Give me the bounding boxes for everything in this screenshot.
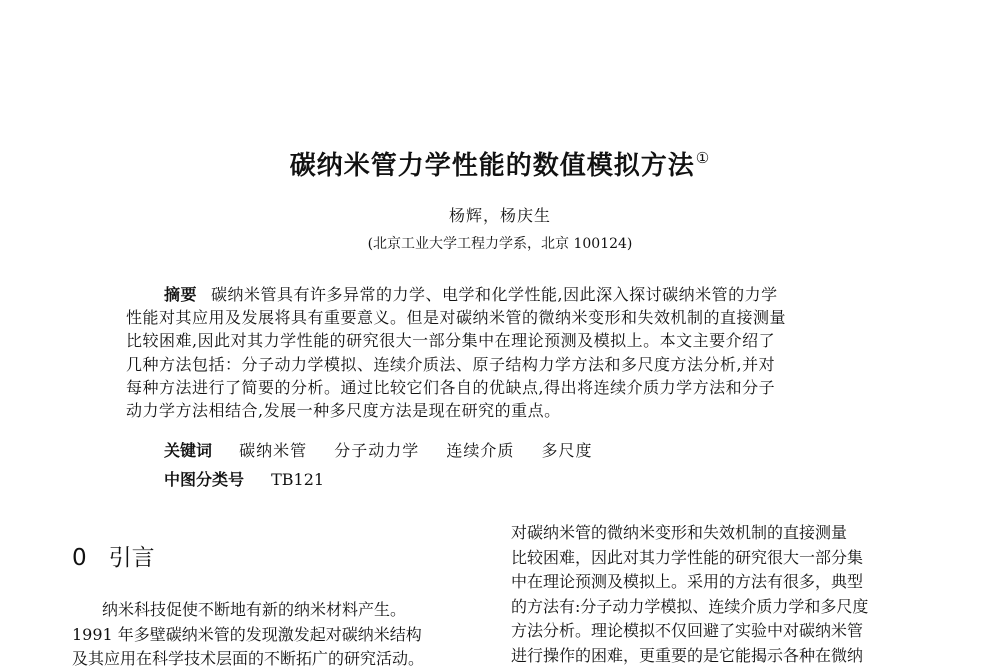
abstract-line (126, 283, 864, 306)
paper-title (0, 141, 1000, 183)
body-line: 纳米科技促使不断地有新的纳米材料产生。 (102, 600, 407, 619)
keyword-item: 多尺度 (541, 441, 593, 460)
left-column-body (72, 598, 492, 672)
body-line: 比较困难，因此对其力学性能的研究很大一部分集 (511, 547, 864, 567)
paper-title-text: 碳纳米管力学性能的数值模拟方法 (289, 151, 695, 181)
author-affiliation: (北京工业大学工程力学系，北京 100124) (367, 236, 633, 252)
abstract-line: 比较困难,因此对其力学性能的研究很大一部分集中在理论预测及模拟上。本文主要介绍了 (126, 331, 776, 351)
body-line: 方法分析。理论模拟不仅回避了实验中对碳纳米管 (511, 621, 864, 641)
abstract-label: 摘要 (164, 285, 198, 304)
section-number: 0 (72, 545, 87, 571)
body-line: 进行操作的困难，更重要的是它能揭示各种在微纳 (511, 645, 864, 665)
abstract-block (126, 283, 864, 422)
author-list: 杨辉，杨庆生 (448, 206, 551, 225)
classification-row (164, 469, 324, 491)
keyword-item: 碳纳米管 (239, 441, 308, 460)
abstract-line: 每种方法进行了简要的分析。通过比较它们各自的优缺点,得出将连续介质力学方法和分子 (126, 377, 776, 397)
keyword-item: 连续介质 (446, 441, 515, 460)
section-title: 引言 (108, 545, 155, 571)
abstract-text: 碳纳米管具有许多异常的力学、电学和化学性能,因此深入探讨碳纳米管的力学 (211, 285, 778, 304)
keywords-row (164, 440, 614, 462)
section-heading-introduction (72, 543, 155, 573)
classification-code: TB121 (271, 470, 325, 489)
classification-label: 中图分类号 (164, 470, 245, 489)
right-column-body (511, 521, 931, 669)
abstract-line: 几种方法包括：分子动力学模拟、连续介质法、原子结构力学方法和多尺度方法分析,并对 (126, 354, 776, 374)
title-footnote-marker: ① (695, 149, 711, 167)
body-line: 中在理论预测及模拟上。采用的方法有很多，典型 (511, 572, 864, 592)
keywords-label: 关键词 (164, 441, 213, 460)
body-line: 及其应用在科学技术层面的不断拓广的研究活动。 (72, 649, 425, 668)
abstract-line: 动力学方法相结合,发展一种多尺度方法是现在研究的重点。 (126, 401, 561, 421)
body-line: 对碳纳米管的微纳米变形和失效机制的直接测量 (511, 523, 848, 542)
body-line: 的方法有:分子动力学模拟、连续介质力学和多尺度 (511, 596, 869, 616)
abstract-line: 性能对其应用及发展将具有重要意义。但是对碳纳米管的微纳米变形和失效机制的直接测量 (126, 308, 787, 328)
body-line: 1991 年多壁碳纳米管的发现激发起对碳纳米结构 (72, 624, 422, 644)
keyword-item: 分子动力学 (334, 441, 420, 460)
